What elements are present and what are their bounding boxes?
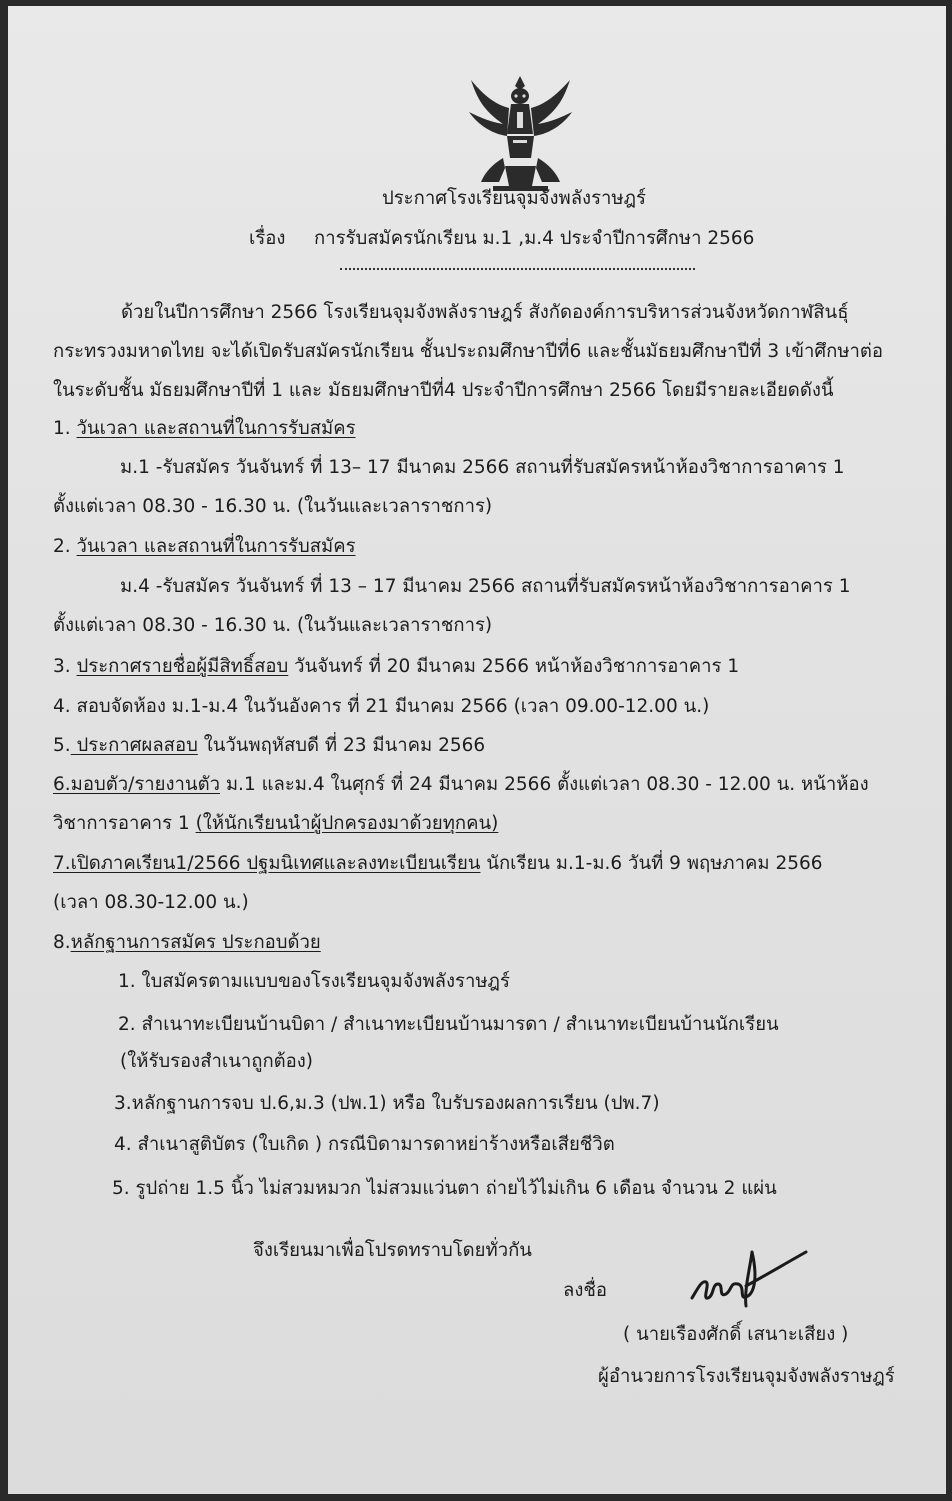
item-2-line-2: ตั้งแต่เวลา 08.30 - 16.30 น. (ในวันและเวลาราชการ) — [53, 615, 493, 636]
item-1-line-2: ตั้งแต่เวลา 08.30 - 16.30 น. (ในวันและเวลาราชการ) — [53, 496, 493, 517]
item-7-title: 7.เปิดภาคเรียน1/2566 ปฐมนิเทศและลงทะเบียนเรียน — [53, 853, 481, 874]
item-6 — [53, 772, 869, 798]
item-6-location: วิชาการอาคาร 1 — [53, 813, 196, 834]
item-6-text: ม.1 และม.4 ในศุกร์ ที่ 24 มีนาคม 2566 ตั้งแต่เวลา 08.30 - 12.00 น. หน้าห้อง — [219, 774, 869, 795]
item-6-line-2 — [53, 811, 498, 837]
item-8-number: 8. — [53, 932, 71, 953]
item-5 — [53, 733, 485, 759]
item-2-title: วันเวลา และสถานที่ในการรับสมัคร — [76, 536, 356, 557]
document-item-5: 5. รูปถ่าย 1.5 นิ้ว ไม่สวมหมวก ไม่สวมแว่นตา ถ่ายไว้ไม่เกิน 6 เดือน จำนวน 2 แผ่น — [112, 1178, 777, 1199]
item-1-title: วันเวลา และสถานที่ในการรับสมัคร — [76, 418, 356, 439]
item-2-number: 2. — [53, 536, 71, 557]
signature-icon — [688, 1238, 813, 1318]
item-3-title: ประกาศรายชื่อผู้มีสิทธิ์สอบ — [76, 656, 289, 677]
item-3 — [53, 654, 739, 680]
item-3-number: 3. — [53, 656, 71, 677]
item-4: 4. สอบจัดห้อง ม.1-ม.4 ในวันอังคาร ที่ 21 มีนาคม 2566 (เวลา 09.00-12.00 น.) — [53, 696, 710, 717]
document-title: ประกาศโรงเรียนจุมจังพลังราษฎร์ — [382, 188, 646, 209]
sign-label: ลงชื่อ — [563, 1280, 608, 1301]
intro-line-2: กระทรวงมหาดไทย จะได้เปิดรับสมัครนักเรียน ชั้นประถมศึกษาปีที่6 และชั้นมัธยมศึกษาปีที่ 3 เข้าศึกษาต่อ — [53, 341, 884, 362]
item-8-heading — [53, 930, 321, 956]
item-3-text: วันจันทร์ ที่ 20 มีนาคม 2566 หน้าห้องวิชาการอาคาร 1 — [288, 656, 740, 677]
item-1-line-1: ม.1 -รับสมัคร วันจันทร์ ที่ 13– 17 มีนาคม 2566 สถานที่รับสมัครหน้าห้องวิชาการอาคาร 1 — [120, 457, 845, 478]
intro-line-3: ในระดับชั้น มัธยมศึกษาปีที่ 1 และ มัธยมศึกษาปีที่4 ประจำปีการศึกษา 2566 โดยมีรายละเอียดดังนี้ — [53, 380, 834, 401]
item-1-number: 1. — [53, 418, 71, 439]
item-7-text: นักเรียน ม.1-ม.6 วันที่ 9 พฤษภาคม 2566 — [480, 853, 823, 874]
item-7 — [53, 851, 823, 877]
item-6-title: 6.มอบตัว/รายงานตัว — [53, 774, 220, 795]
signer-position: ผู้อำนวยการโรงเรียนจุมจังพลังราษฎร์ — [598, 1366, 895, 1387]
subject-label: เรื่อง — [249, 228, 286, 249]
item-6-note: (ให้นักเรียนนำผู้ปกครองมาด้วยทุกคน) — [195, 813, 499, 834]
item-2-line-1: ม.4 -รับสมัคร วันจันทร์ ที่ 13 – 17 มีนาคม 2566 สถานที่รับสมัครหน้าห้องวิชาการอาคาร 1 — [120, 576, 851, 597]
closing-text: จึงเรียนมาเพื่อโปรดทราบโดยทั่วกัน — [253, 1240, 532, 1261]
item-5-title: ประกาศผลสอบ — [70, 735, 198, 756]
signer-name: ( นายเรืองศักดิ์ เสนาะเสียง ) — [623, 1324, 849, 1345]
item-5-text: ในวันพฤหัสบดี ที่ 23 มีนาคม 2566 — [197, 735, 486, 756]
item-7-line-2: (เวลา 08.30-12.00 น.) — [53, 892, 249, 913]
title-divider — [340, 268, 695, 270]
item-8-title: หลักฐานการสมัคร ประกอบด้วย — [70, 932, 321, 953]
document-item-4: 4. สำเนาสูติบัตร (ใบเกิด ) กรณีบิดามารดาหย่าร้างหรือเสียชีวิต — [114, 1134, 615, 1155]
subject-text: การรับสมัครนักเรียน ม.1 ,ม.4 ประจำปีการศึกษา 2566 — [314, 228, 755, 249]
item-5-number: 5. — [53, 735, 71, 756]
item-2-heading — [53, 534, 356, 560]
garuda-emblem-icon — [463, 74, 578, 194]
document-item-2-note: (ให้รับรองสำเนาถูกต้อง) — [120, 1051, 314, 1072]
document-page — [8, 6, 946, 1494]
item-1-heading — [53, 416, 356, 442]
document-item-3: 3.หลักฐานการจบ ป.6,ม.3 (ปพ.1) หรือ ใบรับรองผลการเรียน (ปพ.7) — [114, 1093, 660, 1114]
document-item-1: 1. ใบสมัครตามแบบของโรงเรียนจุมจังพลังราษฎร์ — [118, 971, 510, 992]
document-item-2: 2. สำเนาทะเบียนบ้านบิดา / สำเนาทะเบียนบ้านมารดา / สำเนาทะเบียนบ้านนักเรียน — [118, 1014, 779, 1035]
intro-line-1: ด้วยในปีการศึกษา 2566 โรงเรียนจุมจังพลังราษฎร์ สังกัดองค์การบริหารส่วนจังหวัดกาฬสินธุ์ — [121, 302, 849, 323]
